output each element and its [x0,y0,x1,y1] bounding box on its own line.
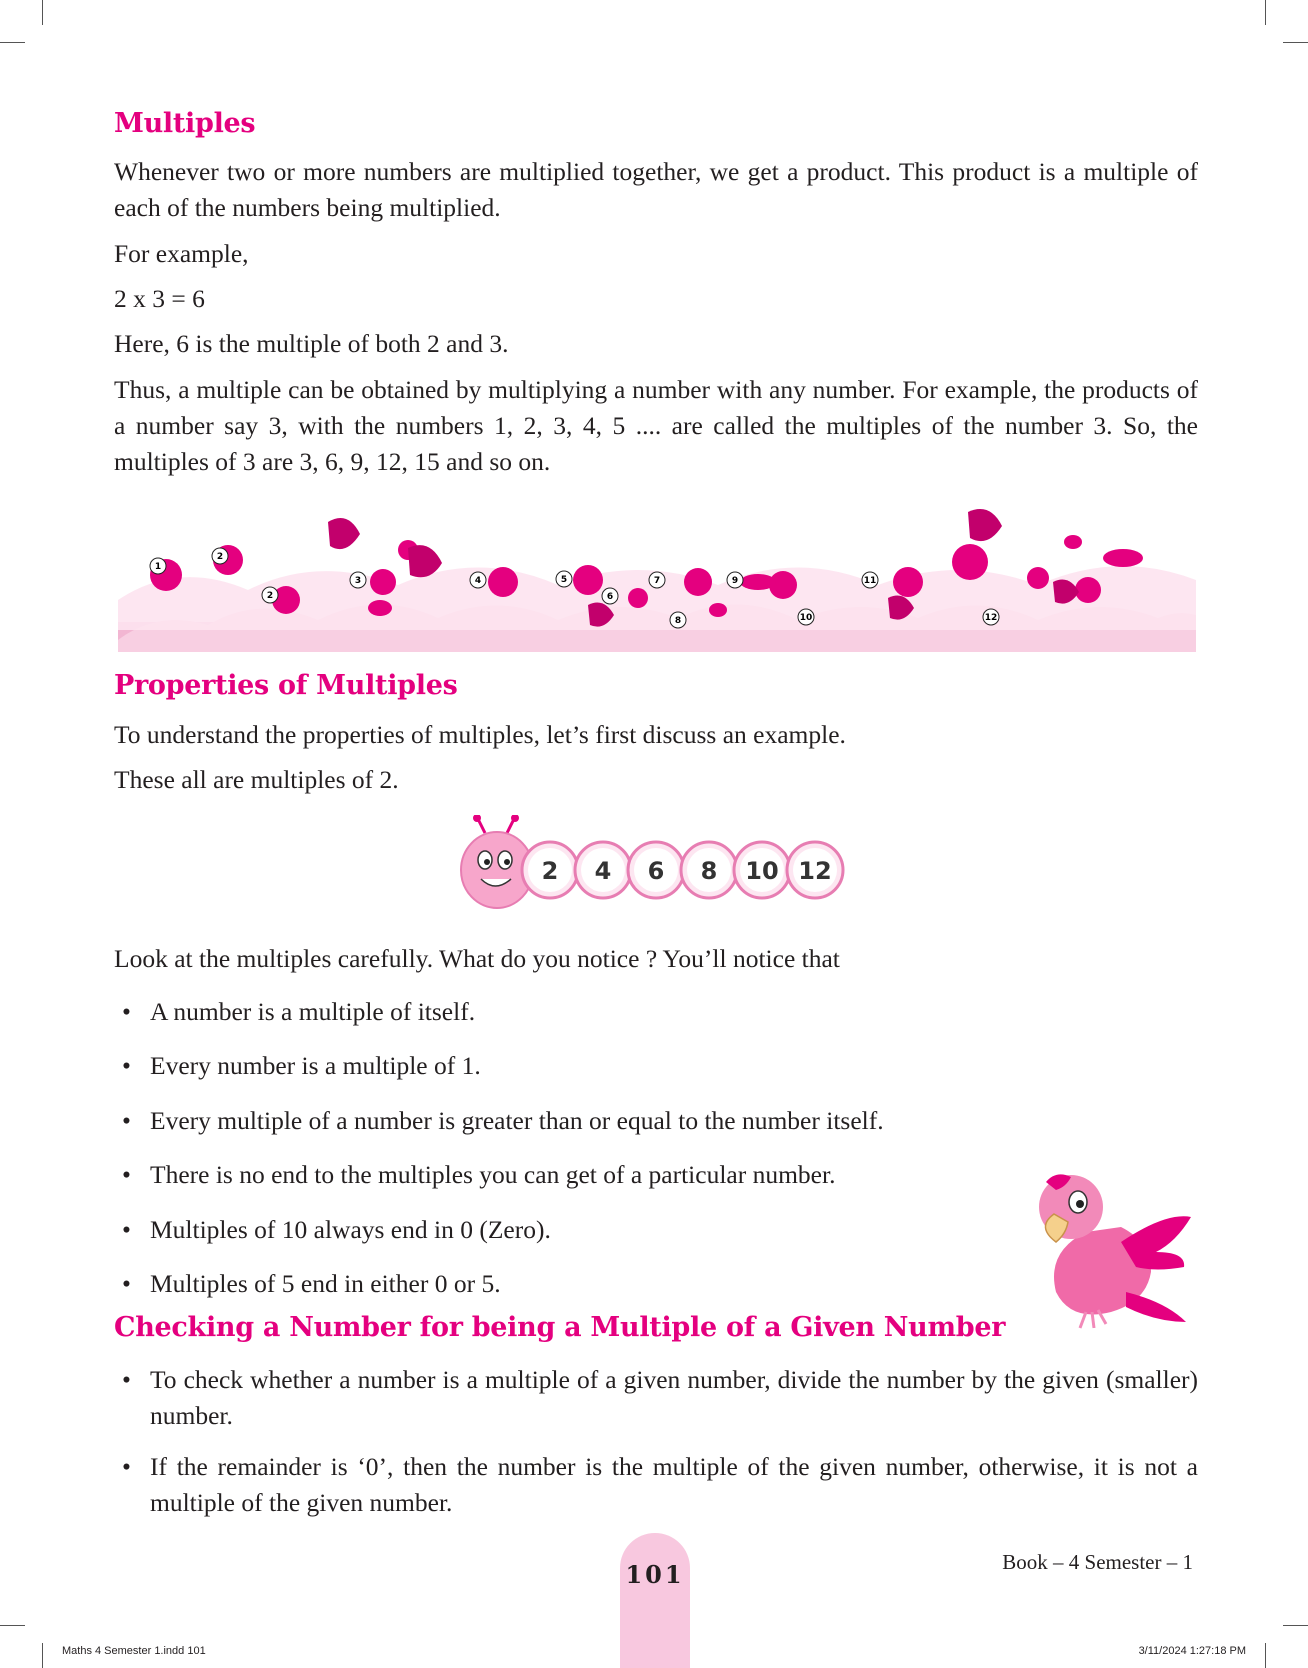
caterpillar-number: 12 [798,857,832,885]
banner-number: 5 [560,575,568,585]
caterpillar-number: 10 [745,857,779,885]
caterpillar-number: 2 [541,857,559,885]
bullet-text: If the remainder is ‘0’, then the number is the multiple of the given number, otherwise, it is not a multiple of the given number. [150,1452,1198,1517]
bullet-item [114,1449,1198,1521]
banner-number: 12 [984,613,998,623]
crop-mark [0,42,25,43]
banner-number: 8 [674,616,682,626]
crop-mark [1283,42,1308,43]
paragraph: Look at the multiples carefully. What do you notice ? You’ll notice that [114,944,840,973]
banner-number: 2 [216,552,224,562]
crop-mark [0,1625,25,1626]
slug-date: 3/11/2024 1:27:18 PM [1138,1645,1246,1657]
caterpillar-illustration [455,815,865,915]
banner-number: 4 [474,576,482,586]
banner-number: 7 [653,576,661,586]
bullet-text: To check whether a number is a multiple of a given number, divide the number by the given (smaller) number. [150,1365,1198,1430]
banner-number: 1 [154,562,162,572]
book-label: Book – 4 Semester – 1 [1002,1550,1193,1574]
equation: 2 x 3 = 6 [114,284,205,313]
caterpillar-number: 8 [700,857,718,885]
paragraph: For example, [114,239,249,268]
bullet-text: Every number is a multiple of 1. [150,1051,481,1080]
crop-mark [1265,0,1266,25]
paragraph: Thus, a multiple can be obtained by multiplying a number with any number. For example, the products of a number say 3, with the numbers 1, 2, 3, 4, 5 .... are called the multiples of the number 3. So, the multiples of 3 are 3, 6, 9, 12, 15 and so on. [114,375,1198,476]
caterpillar-number: 6 [647,857,665,885]
bullet-dot: • [122,1160,131,1189]
heading-checking: Checking a Number for being a Multiple of a Given Number [114,1312,1006,1343]
parrot-illustration [1026,1172,1196,1332]
bullet-item [114,1103,1198,1139]
banner-number: 6 [606,592,614,602]
banner-number: 3 [354,576,362,586]
bullet-dot: • [122,1452,131,1481]
crop-mark [42,0,43,25]
bullet-text: Multiples of 5 end in either 0 or 5. [150,1269,501,1298]
slug-filename: Maths 4 Semester 1.indd 101 [62,1645,206,1657]
banner-number: 10 [799,613,813,623]
paragraph: These all are multiples of 2. [114,765,399,794]
bullet-item [114,1048,1198,1084]
bullet-text: Multiples of 10 always end in 0 (Zero). [150,1215,551,1244]
bullet-text: A number is a multiple of itself. [150,997,476,1026]
paragraph: To understand the properties of multiples, let’s first discuss an example. [114,720,846,749]
heading-properties: Properties of Multiples [114,670,458,701]
bullet-dot: • [122,1051,131,1080]
caterpillar-segments [522,842,843,898]
crop-mark [1283,1625,1308,1626]
bullet-dot: • [122,997,131,1026]
page-number: 101 [625,1560,685,1589]
bullet-dot: • [122,1269,131,1298]
bullet-item [114,994,1198,1030]
crop-mark [42,1643,43,1668]
page-number-tab [620,1533,690,1668]
banner-number: 9 [731,576,739,586]
bullet-text: Every multiple of a number is greater than or equal to the number itself. [150,1106,884,1135]
crop-mark [1265,1643,1266,1668]
bullet-dot: • [122,1215,131,1244]
paragraph: Here, 6 is the multiple of both 2 and 3. [114,329,509,358]
banner-number: 2 [266,591,274,601]
paragraph: Whenever two or more numbers are multiplied together, we get a product. This product is a multiple of each of the numbers being multiplied. [114,157,1198,222]
bullet-item [114,1362,1198,1434]
banner-number: 11 [863,576,877,586]
flower-banner-illustration [118,500,1196,652]
bullet-dot: • [122,1106,131,1135]
bullet-dot: • [122,1365,131,1394]
bullet-text: There is no end to the multiples you can get of a particular number. [150,1160,836,1189]
caterpillar-number: 4 [594,857,612,885]
heading-multiples: Multiples [114,108,256,139]
